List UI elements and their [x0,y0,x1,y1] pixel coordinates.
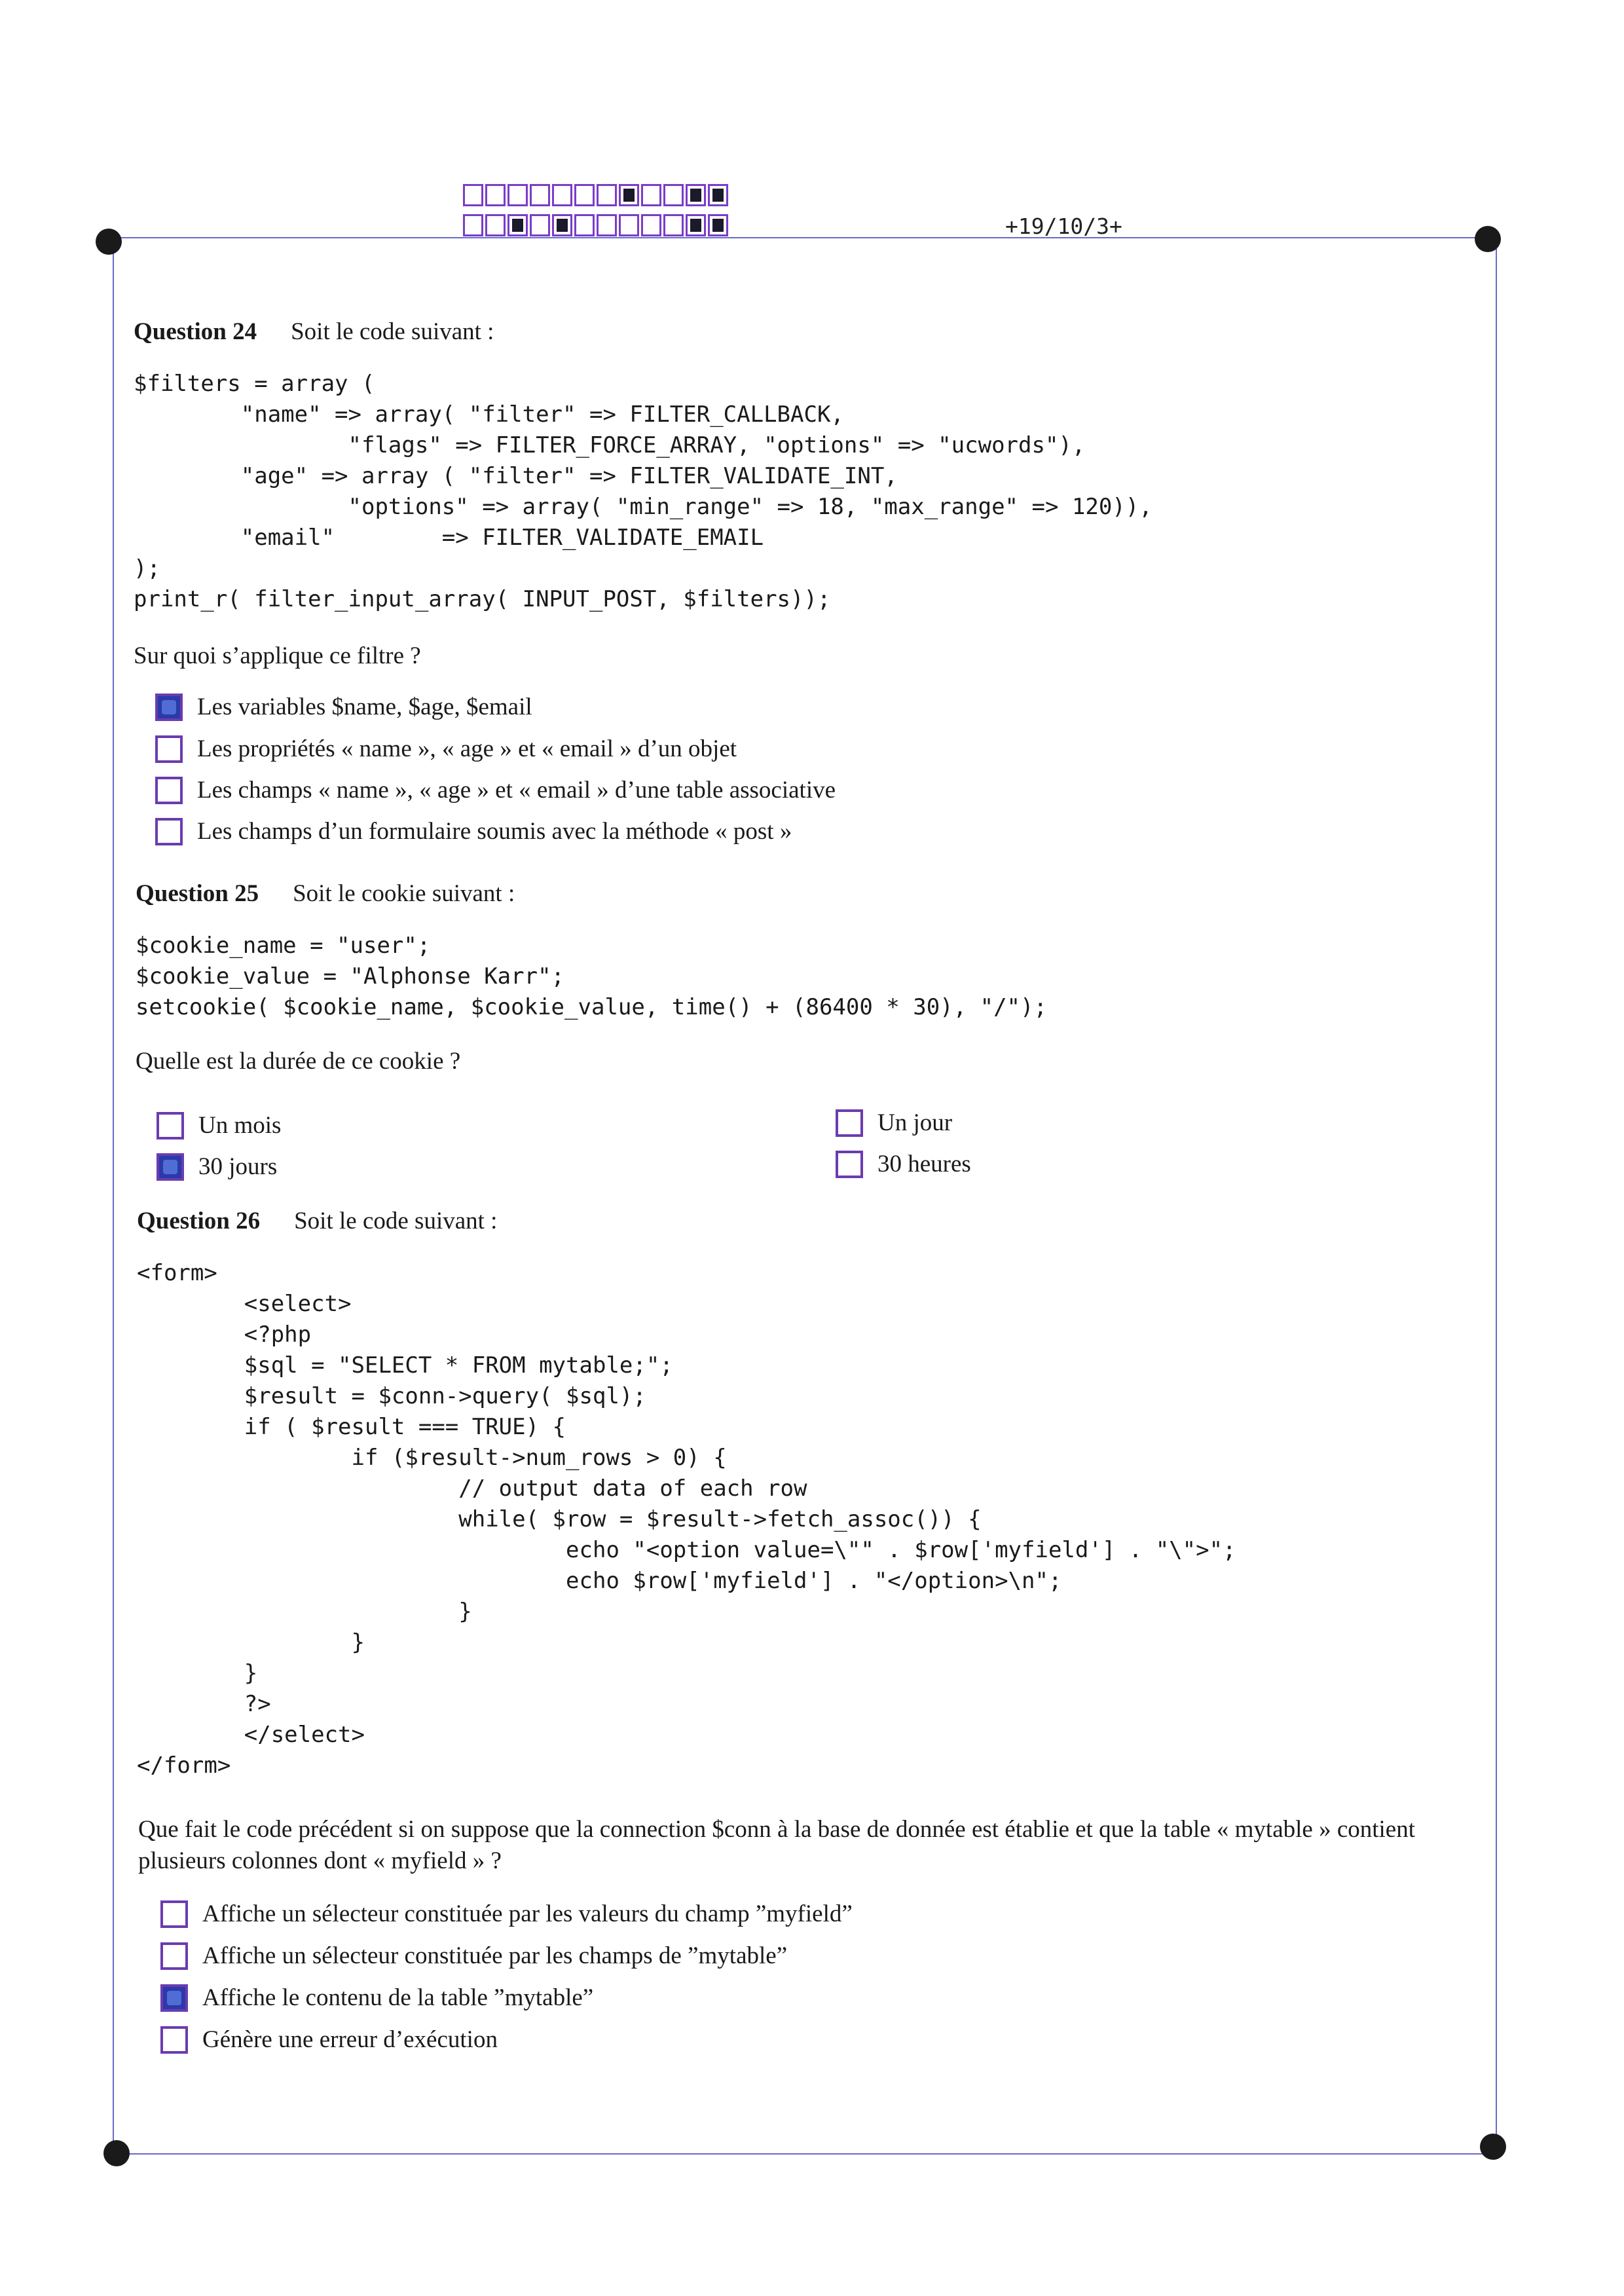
q24-choice-2[interactable] [155,735,737,763]
question-24-intro: Soit le code suivant : [291,318,494,345]
q24-checkbox-1[interactable] [155,694,183,721]
q25-choice-3-label: Un jour [877,1109,953,1136]
question-25-code: $cookie_name = "user"; $cookie_value = "Alphonse Karr"; setcookie( $cookie_name, $cookie_value, time() + (86400 * 30), "/"); [136,933,1047,1020]
question-26-header [137,1207,497,1235]
code-row-1-cell-5 [552,184,572,206]
q26-choice-1[interactable] [160,1900,853,1928]
code-row-2-cell-3 [507,214,528,236]
code-row-2-cell-2 [485,214,506,236]
q26-choice-4-label: Génère une erreur d’exécution [202,2026,498,2053]
question-25-label: Question 25 [136,880,259,907]
q26-choice-2-label: Affiche un sélecteur constituée par les champs de ”mytable” [202,1942,788,1969]
q26-choice-4[interactable] [160,2026,498,2054]
q24-checkbox-4[interactable] [155,818,183,845]
code-row-2-cell-12 [708,214,728,236]
code-row-2-cell-4 [530,214,550,236]
q26-choice-3-label: Affiche le contenu de la table ”mytable” [202,1984,594,2011]
code-row-1-cell-7 [597,184,617,206]
code-row-1-cell-12 [708,184,728,206]
q26-choice-1-label: Affiche un sélecteur constituée par les valeurs du champ ”myfield” [202,1900,853,1927]
q25-choice-1-label: Un mois [198,1112,282,1139]
code-row-2-cell-11 [686,214,706,236]
q24-choice-4-label: Les champs d’un formulaire soumis avec la méthode « post » [197,818,792,845]
q25-choice-2-label: 30 jours [198,1153,278,1180]
code-row-2-cell-8 [619,214,639,236]
q25-choice-4[interactable] [836,1150,971,1178]
code-row-1-cell-6 [574,184,595,206]
question-24-code: $filters = array ( "name" => array( "filter" => FILTER_CALLBACK, "flags" => FILTER_FORCE_ARRAY, "options" => "ucwords"), "age" => array ( "filter" => FILTER_VALIDATE_INT, "options" => array( "min_range" => 18, "max_range" => 120)), "email" => FILTER_VALIDATE_EMAIL ); print_r( filter_input_array( INPUT_POST, $filters)); [134,371,1153,612]
question-25-header [136,880,515,908]
q25-checkbox-2[interactable] [157,1153,184,1181]
q25-choice-3[interactable] [836,1109,952,1137]
code-row-2-cell-1 [463,214,483,236]
code-row-1-cell-8 [619,184,639,206]
q25-choice-1[interactable] [157,1111,281,1139]
q24-checkbox-3[interactable] [155,777,183,804]
q25-checkbox-4[interactable] [836,1151,863,1178]
q24-choice-2-label: Les propriétés « name », « age » et « email » d’un objet [197,735,737,762]
question-24-header [134,318,494,346]
code-row-1-cell-4 [530,184,550,206]
q26-choice-2[interactable] [160,1942,787,1970]
q26-checkbox-2[interactable] [160,1942,188,1970]
code-row-2-cell-7 [597,214,617,236]
question-26-intro: Soit le code suivant : [294,1208,498,1234]
code-row-1-cell-3 [507,184,528,206]
code-row-2-cell-5 [552,214,572,236]
corner-mark-top-right [1475,226,1501,252]
q26-choice-3[interactable] [160,1984,593,2012]
question-25-intro: Soit le cookie suivant : [293,880,515,907]
code-row-1-cell-1 [463,184,483,206]
q24-choice-3[interactable] [155,776,836,804]
code-row-1-cell-2 [485,184,506,206]
code-row-1-cell-10 [663,184,684,206]
corner-mark-bottom-left [103,2140,130,2166]
corner-mark-bottom-right [1480,2134,1506,2160]
q24-choice-4[interactable] [155,817,792,845]
q24-choice-1-label: Les variables $name, $age, $email [197,694,532,720]
corner-mark-top-left [96,229,122,255]
q24-choice-3-label: Les champs « name », « age » et « email » d’une table associative [197,777,836,804]
code-row-2-cell-9 [641,214,661,236]
q25-checkbox-1[interactable] [157,1112,184,1139]
q26-checkbox-3[interactable] [160,1984,188,2012]
question-25-prompt: Quelle est la durée de ce cookie ? [136,1048,461,1075]
q26-checkbox-4[interactable] [160,2026,188,2054]
q25-choice-4-label: 30 heures [877,1151,971,1177]
code-row-1-cell-11 [686,184,706,206]
q24-choice-1[interactable] [155,693,532,721]
code-row-2 [463,214,728,236]
question-24-prompt: Sur quoi s’applique ce filtre ? [134,642,421,669]
q24-checkbox-2[interactable] [155,735,183,763]
q25-checkbox-3[interactable] [836,1109,863,1137]
code-row-1-cell-9 [641,184,661,206]
code-row-1 [463,184,728,206]
question-24-label: Question 24 [134,318,257,345]
question-26-code: <form> <select> <?php $sql = "SELECT * FROM mytable;"; $result = $conn->query( $sql); if ( $result === TRUE) { if ($result->num_rows > 0) { // output data of each row while( $row = $result->fetch_assoc()) { echo "<option value=\"" . $row['myfield'] . "\">"; echo $row['myfield'] . "</option>\n"; } } } ?> </select> </form> [137,1260,1236,1779]
q26-checkbox-1[interactable] [160,1900,188,1928]
code-row-2-cell-10 [663,214,684,236]
page-id: +19/10/3+ [1005,213,1122,239]
q25-choice-2[interactable] [157,1153,277,1181]
code-row-2-cell-6 [574,214,595,236]
question-26-label: Question 26 [137,1208,261,1234]
question-26-prompt: Que fait le code précédent si on suppose que la connection $conn à la base de donnée est établie et que la table « mytable » contient plusieurs colonnes dont « myfield » ? [138,1816,1415,1875]
